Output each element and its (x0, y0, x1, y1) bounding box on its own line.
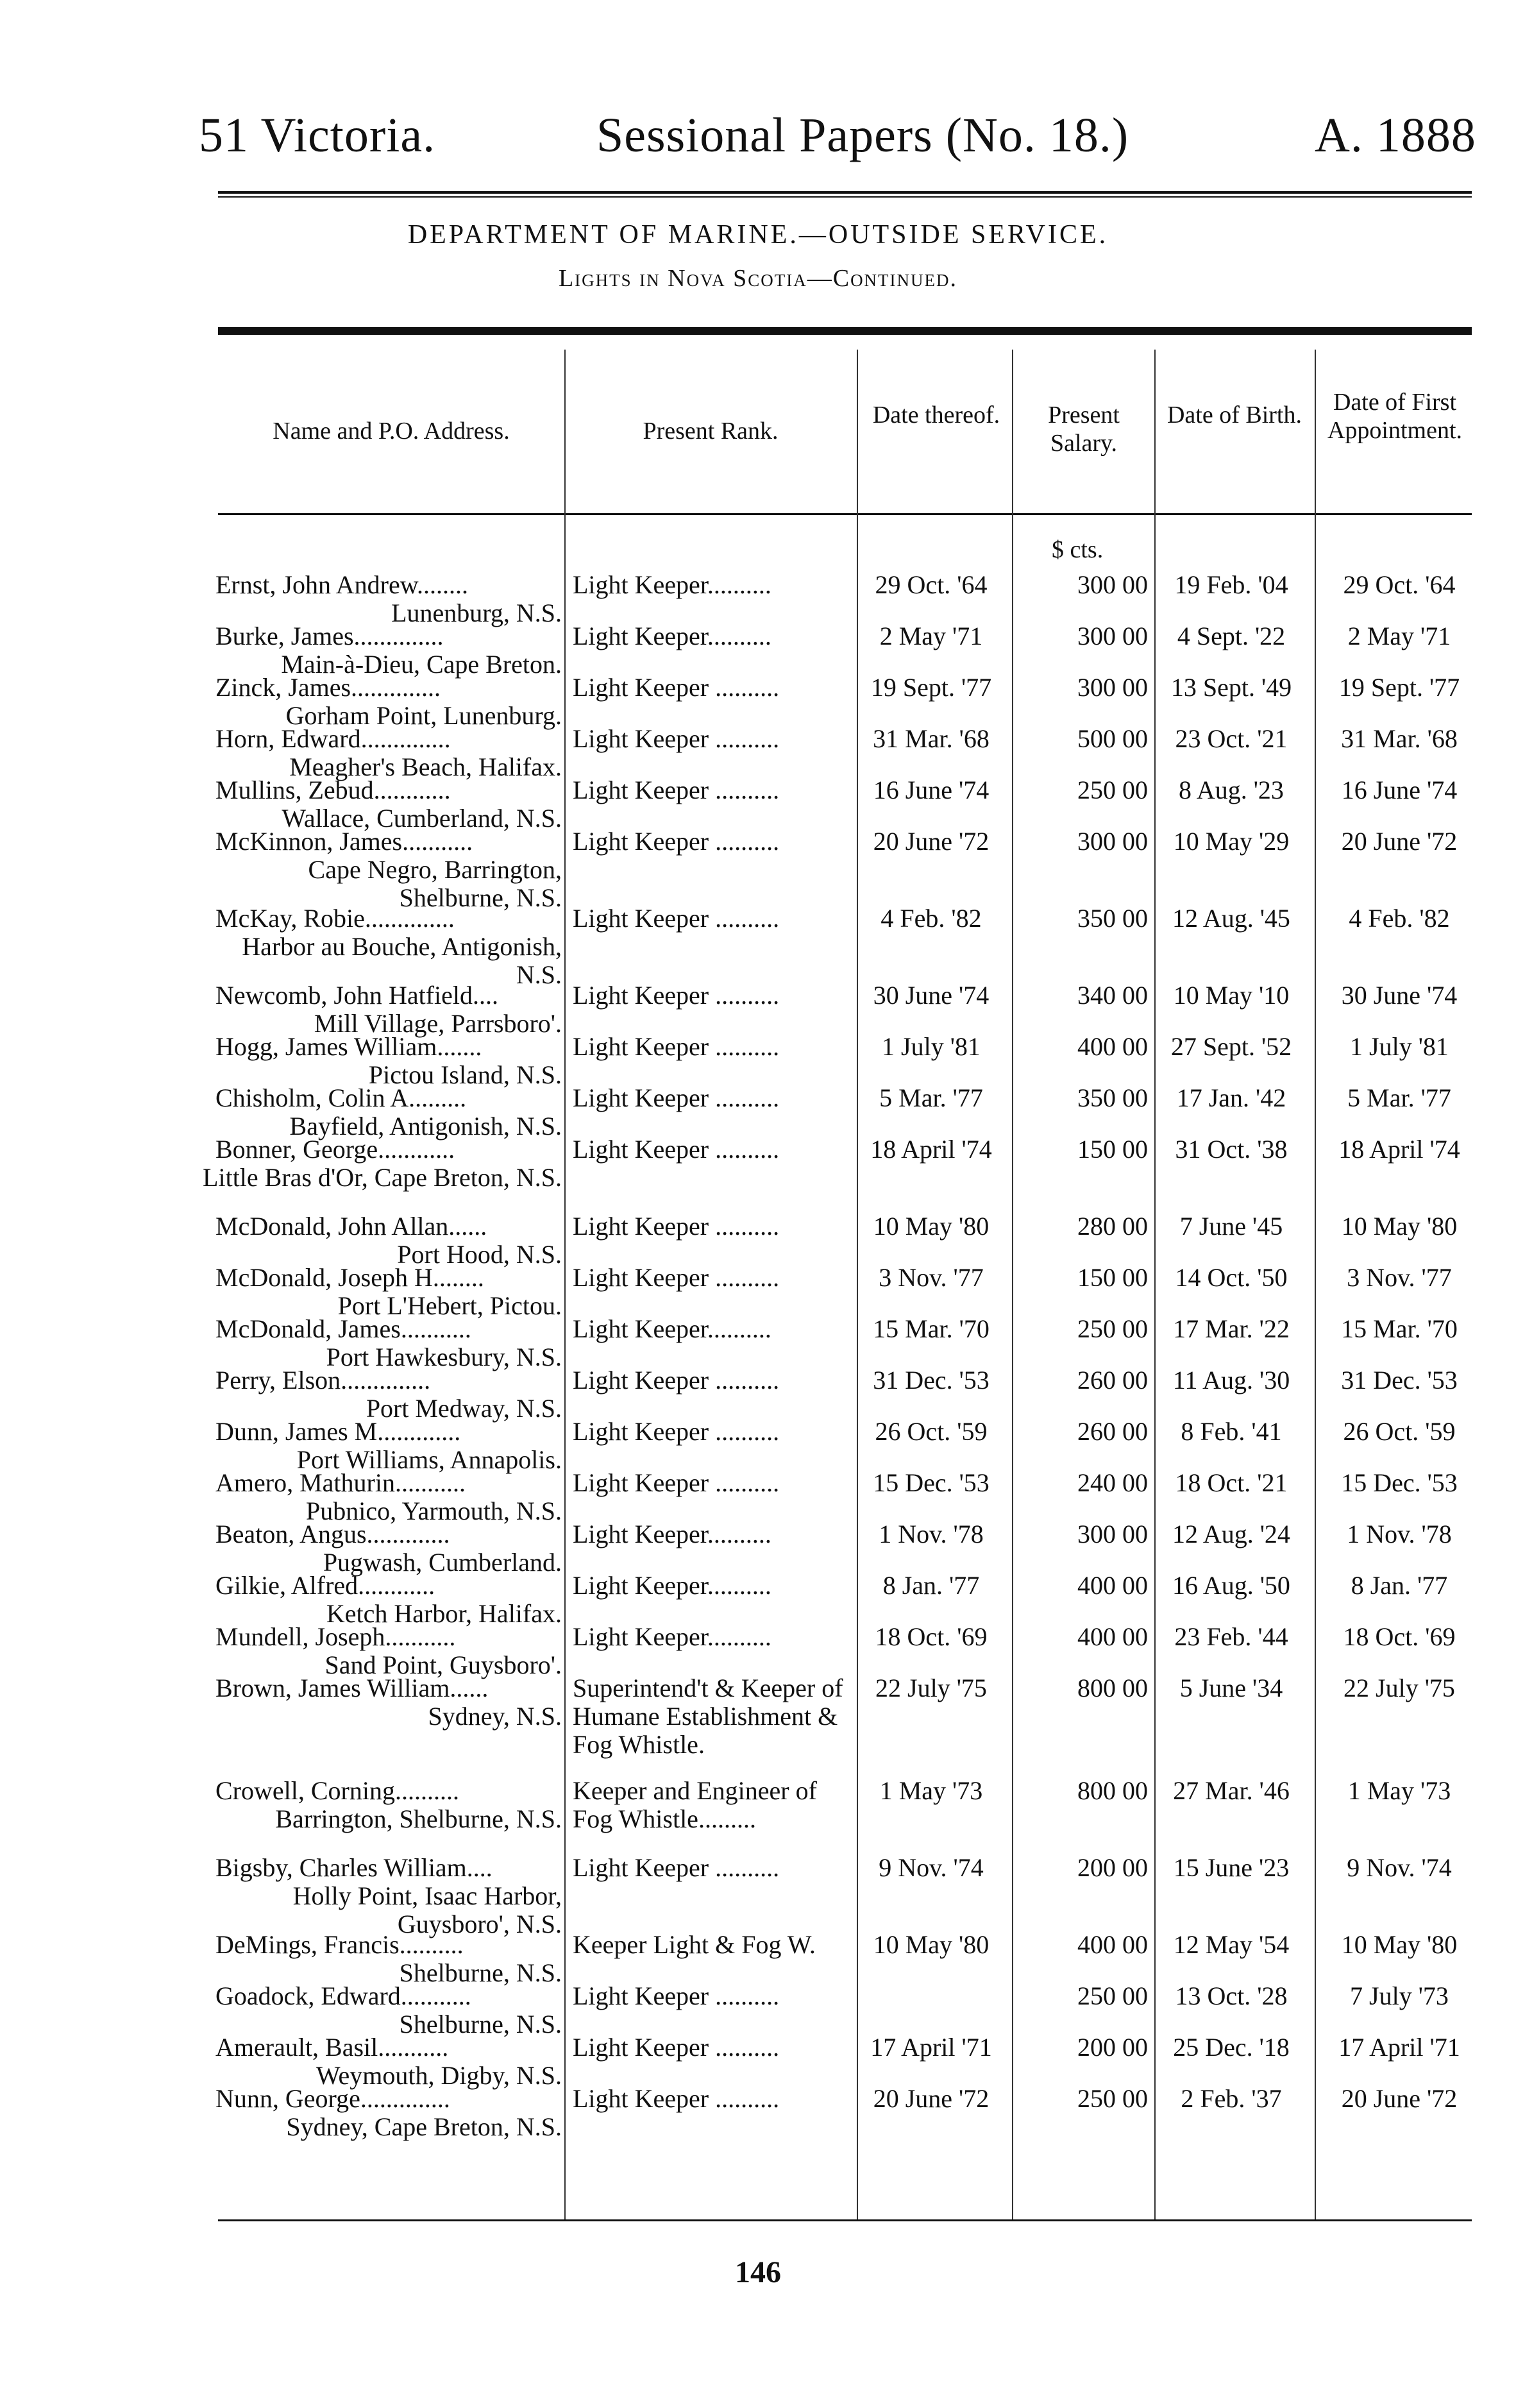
row-salary: 800 00 (1077, 1674, 1148, 1702)
row-appointment: 16 June '74 (1341, 776, 1458, 804)
page-number: 146 (735, 2255, 781, 2289)
row-address: Port Hood, N.S. (397, 1240, 562, 1269)
row-name: Amero, Mathurin........... (215, 1468, 466, 1497)
row-date: 30 June '74 (873, 981, 990, 1010)
row-address: Holly Point, Isaac Harbor, Guysboro', N.S. (292, 1881, 562, 1938)
row-address: Mill Village, Parrsboro'. (314, 1009, 562, 1038)
row-birth: 15 June '23 (1173, 1853, 1290, 1882)
row-rank: Light Keeper .......... (573, 2084, 780, 2113)
row-name: McDonald, John Allan...... (215, 1212, 487, 1241)
row-date: 22 July '75 (875, 1674, 987, 1702)
page-subtitle: Lights in Nova Scotia—Continued. (558, 265, 958, 292)
row-appointment: 18 Oct. '69 (1343, 1622, 1456, 1651)
row-salary: 340 00 (1077, 981, 1148, 1010)
row-appointment: 10 May '80 (1341, 1212, 1458, 1241)
col-header-appointment: Date of First Appointment. (1327, 389, 1463, 444)
row-appointment: 4 Feb. '82 (1349, 904, 1450, 933)
row-salary: 400 00 (1077, 1622, 1148, 1651)
row-birth: 23 Feb. '44 (1174, 1622, 1288, 1651)
row-rank: Light Keeper.......... (573, 1622, 771, 1651)
row-rank: Light Keeper .......... (573, 1417, 780, 1446)
row-date: 17 April '71 (870, 2033, 992, 2062)
row-rank: Light Keeper .......... (573, 1853, 780, 1882)
row-date: 15 Dec. '53 (873, 1468, 990, 1497)
row-rank: Light Keeper.......... (573, 1571, 771, 1600)
row-date: 10 May '80 (873, 1212, 990, 1241)
row-birth: 31 Oct. '38 (1175, 1135, 1288, 1164)
row-appointment: 8 Jan. '77 (1351, 1571, 1448, 1600)
row-birth: 13 Oct. '28 (1175, 1981, 1288, 2010)
row-name: Burke, James.............. (215, 622, 444, 650)
row-salary: 150 00 (1077, 1135, 1148, 1164)
row-appointment: 31 Dec. '53 (1341, 1366, 1458, 1395)
row-rank: Light Keeper .......... (573, 2033, 780, 2062)
row-birth: 23 Oct. '21 (1175, 724, 1288, 753)
row-date: 4 Feb. '82 (880, 904, 982, 933)
row-name: Mundell, Joseph........... (215, 1622, 456, 1651)
row-rank: Light Keeper .......... (573, 1135, 780, 1164)
row-birth: 17 Mar. '22 (1173, 1314, 1290, 1343)
row-salary: 200 00 (1077, 1853, 1148, 1882)
row-appointment: 5 Mar. '77 (1347, 1083, 1451, 1112)
row-rank: Light Keeper .......... (573, 1981, 780, 2010)
row-appointment: 7 July '73 (1350, 1981, 1449, 2010)
row-birth: 18 Oct. '21 (1175, 1468, 1288, 1497)
row-salary: 240 00 (1077, 1468, 1148, 1497)
header-rule-thin (218, 196, 1472, 198)
row-rank: Light Keeper .......... (573, 1366, 780, 1395)
row-birth: 13 Sept. '49 (1170, 673, 1292, 702)
row-address: Meagher's Beach, Halifax. (289, 752, 562, 781)
row-address: Pubnico, Yarmouth, N.S. (306, 1497, 562, 1525)
row-birth: 5 June '34 (1179, 1674, 1283, 1702)
row-address: Sand Point, Guysboro'. (324, 1650, 562, 1679)
row-address: Weymouth, Digby, N.S. (316, 2061, 562, 2090)
row-date: 1 Nov. '78 (879, 1520, 984, 1548)
row-name: Newcomb, John Hatfield.... (215, 981, 499, 1010)
row-name: Perry, Elson.............. (215, 1366, 431, 1395)
row-appointment: 1 May '73 (1347, 1776, 1451, 1805)
row-birth: 4 Sept. '22 (1177, 622, 1286, 650)
row-date: 10 May '80 (873, 1930, 990, 1959)
row-appointment: 17 April '71 (1338, 2033, 1460, 2062)
row-name: Bonner, George............ (215, 1135, 455, 1164)
row-address: Pictou Island, N.S. (368, 1060, 562, 1089)
row-date: 18 Oct. '69 (875, 1622, 988, 1651)
row-rank: Light Keeper .......... (573, 776, 780, 804)
row-name: Mullins, Zebud............ (215, 776, 451, 804)
row-rank: Light Keeper.......... (573, 570, 771, 599)
row-date: 18 April '74 (870, 1135, 992, 1164)
row-appointment: 1 Nov. '78 (1347, 1520, 1452, 1548)
row-appointment: 15 Mar. '70 (1341, 1314, 1458, 1343)
row-appointment: 30 June '74 (1341, 981, 1458, 1010)
row-address: Shelburne, N.S. (399, 2010, 562, 2039)
row-birth: 14 Oct. '50 (1175, 1263, 1288, 1292)
col-header-name: Name and P.O. Address. (273, 418, 510, 445)
row-salary: 200 00 (1077, 2033, 1148, 2062)
row-birth: 11 Aug. '30 (1172, 1366, 1290, 1395)
row-date: 26 Oct. '59 (875, 1417, 988, 1446)
row-date: 16 June '74 (873, 776, 990, 804)
header-left: 51 Victoria. (199, 108, 436, 162)
row-name: Chisholm, Colin A......... (215, 1083, 467, 1112)
row-name: McDonald, Joseph H........ (215, 1263, 484, 1292)
row-date: 8 Jan. '77 (882, 1571, 980, 1600)
row-birth: 25 Dec. '18 (1173, 2033, 1290, 2062)
row-salary: 300 00 (1077, 1520, 1148, 1548)
row-rank: Light Keeper .......... (573, 1468, 780, 1497)
row-appointment: 20 June '72 (1341, 827, 1458, 856)
row-address: Barrington, Shelburne, N.S. (275, 1804, 562, 1833)
row-name: Zinck, James.............. (215, 673, 441, 702)
col-header-date: Date thereof. (872, 402, 1000, 428)
row-appointment: 10 May '80 (1341, 1930, 1458, 1959)
header-rule (218, 191, 1472, 194)
row-address: Shelburne, N.S. (399, 1958, 562, 1987)
row-address: Bayfield, Antigonish, N.S. (289, 1112, 562, 1140)
table-top-rule (218, 327, 1472, 335)
row-salary: 350 00 (1077, 904, 1148, 933)
row-date: 1 May '73 (879, 1776, 983, 1805)
col-header-birth: Date of Birth. (1166, 402, 1302, 428)
row-address: Cape Negro, Barrington, Shelburne, N.S. (308, 855, 562, 912)
row-name: McKinnon, James........... (215, 827, 473, 856)
row-birth: 8 Feb. '41 (1181, 1417, 1282, 1446)
row-birth: 12 May '54 (1173, 1930, 1290, 1959)
row-date: 20 June '72 (873, 2084, 990, 2113)
row-address: Pugwash, Cumberland. (323, 1548, 562, 1577)
row-salary: 250 00 (1077, 1981, 1148, 2010)
row-rank: Light Keeper .......... (573, 724, 780, 753)
row-date: 3 Nov. '77 (879, 1263, 984, 1292)
row-appointment: 29 Oct. '64 (1343, 570, 1456, 599)
row-address: Little Bras d'Or, Cape Breton, N.S. (203, 1163, 562, 1192)
row-name: Goadock, Edward........... (215, 1981, 471, 2010)
row-date: 1 July '81 (882, 1032, 981, 1061)
row-rank: Light Keeper.......... (573, 622, 771, 650)
row-rank: Keeper and Engineer of Fog Whistle......... (573, 1776, 817, 1833)
row-salary: 350 00 (1077, 1083, 1148, 1112)
row-appointment: 20 June '72 (1341, 2084, 1458, 2113)
column-divider (1315, 350, 1316, 2219)
row-date: 31 Mar. '68 (873, 724, 990, 753)
table-header-rule (218, 513, 1472, 515)
row-name: Hogg, James William....... (215, 1032, 482, 1061)
row-date: 2 May '71 (879, 622, 983, 650)
row-salary: 300 00 (1077, 570, 1148, 599)
row-rank: Light Keeper.......... (573, 1314, 771, 1343)
row-birth: 27 Mar. '46 (1173, 1776, 1290, 1805)
row-appointment: 26 Oct. '59 (1343, 1417, 1456, 1446)
row-salary: 300 00 (1077, 622, 1148, 650)
row-appointment: 18 April '74 (1338, 1135, 1460, 1164)
row-date: 31 Dec. '53 (873, 1366, 990, 1395)
column-divider (1012, 350, 1013, 2219)
row-salary: 250 00 (1077, 776, 1148, 804)
row-salary: 250 00 (1077, 2084, 1148, 2113)
row-name: Brown, James William...... (215, 1674, 489, 1702)
header-center: Sessional Papers (No. 18.) (596, 108, 1129, 162)
row-address: Gorham Point, Lunenburg. (285, 701, 562, 730)
row-appointment: 2 May '71 (1347, 622, 1451, 650)
row-rank: Light Keeper .......... (573, 981, 780, 1010)
row-salary: 500 00 (1077, 724, 1148, 753)
row-address: Harbor au Bouche, Antigonish, N.S. (242, 932, 562, 989)
row-date: 20 June '72 (873, 827, 990, 856)
row-name: Ernst, John Andrew........ (215, 570, 469, 599)
row-appointment: 31 Mar. '68 (1341, 724, 1458, 753)
row-salary: 400 00 (1077, 1032, 1148, 1061)
row-address: Port Medway, N.S. (366, 1394, 562, 1423)
row-address: Lunenburg, N.S. (391, 598, 562, 627)
row-salary: 300 00 (1077, 827, 1148, 856)
row-appointment: 22 July '75 (1343, 1674, 1455, 1702)
row-name: Amerault, Basil........... (215, 2033, 449, 2062)
row-name: Horn, Edward.............. (215, 724, 451, 753)
row-birth: 19 Feb. '04 (1174, 570, 1288, 599)
row-birth: 16 Aug. '50 (1172, 1571, 1290, 1600)
row-salary: 400 00 (1077, 1571, 1148, 1600)
row-name: DeMings, Francis.......... (215, 1930, 464, 1959)
row-address: Port Hawkesbury, N.S. (326, 1343, 562, 1371)
row-rank: Light Keeper .......... (573, 1032, 780, 1061)
row-address: Sydney, Cape Breton, N.S. (286, 2112, 562, 2141)
row-rank: Superintend't & Keeper of Humane Establishment & Fog Whistle. (573, 1674, 843, 1759)
row-address: Port L'Hebert, Pictou. (337, 1291, 562, 1320)
row-appointment: 1 July '81 (1350, 1032, 1449, 1061)
row-date: 15 Mar. '70 (873, 1314, 990, 1343)
row-appointment: 19 Sept. '77 (1338, 673, 1460, 702)
page-title: DEPARTMENT OF MARINE.—OUTSIDE SERVICE. (407, 220, 1109, 250)
row-name: Crowell, Corning.......... (215, 1776, 459, 1805)
row-name: Bigsby, Charles William.... (215, 1853, 493, 1882)
row-appointment: 3 Nov. '77 (1347, 1263, 1452, 1292)
row-rank: Light Keeper .......... (573, 1212, 780, 1241)
row-name: Gilkie, Alfred............ (215, 1571, 435, 1600)
col-header-rank: Present Rank. (643, 418, 779, 445)
row-birth: 2 Feb. '37 (1181, 2084, 1282, 2113)
row-salary: 280 00 (1077, 1212, 1148, 1241)
row-rank: Light Keeper .......... (573, 1083, 780, 1112)
header-right: A. 1888 (1315, 108, 1476, 162)
row-date: 19 Sept. '77 (870, 673, 992, 702)
row-birth: 7 June '45 (1179, 1212, 1283, 1241)
row-appointment: 15 Dec. '53 (1341, 1468, 1458, 1497)
row-name: Beaton, Angus............. (215, 1520, 450, 1548)
row-address: Sydney, N.S. (428, 1702, 562, 1731)
row-address: Main-à-Dieu, Cape Breton. (281, 650, 562, 679)
row-salary: 150 00 (1077, 1263, 1148, 1292)
row-name: Dunn, James M............. (215, 1417, 461, 1446)
row-salary: 260 00 (1077, 1366, 1148, 1395)
row-rank: Light Keeper .......... (573, 827, 780, 856)
row-name: McDonald, James........... (215, 1314, 471, 1343)
row-rank: Light Keeper .......... (573, 1263, 780, 1292)
row-salary: 300 00 (1077, 673, 1148, 702)
row-address: Port Williams, Annapolis. (296, 1445, 562, 1474)
row-birth: 12 Aug. '45 (1172, 904, 1290, 933)
row-birth: 10 May '10 (1173, 981, 1290, 1010)
row-birth: 10 May '29 (1173, 827, 1290, 856)
row-appointment: 9 Nov. '74 (1347, 1853, 1452, 1882)
row-rank: Light Keeper.......... (573, 1520, 771, 1548)
row-birth: 8 Aug. '23 (1179, 776, 1284, 804)
row-name: McKay, Robie.............. (215, 904, 455, 933)
row-rank: Keeper Light & Fog W. (573, 1930, 816, 1959)
row-birth: 17 Jan. '42 (1176, 1083, 1286, 1112)
col-header-salary: Present Salary. (1048, 402, 1120, 457)
row-salary: 250 00 (1077, 1314, 1148, 1343)
row-birth: 27 Sept. '52 (1170, 1032, 1292, 1061)
row-address: Ketch Harbor, Halifax. (326, 1599, 562, 1628)
row-salary: 800 00 (1077, 1776, 1148, 1805)
table-bottom-rule (218, 2219, 1472, 2221)
row-address: Wallace, Cumberland, N.S. (282, 804, 562, 833)
row-rank: Light Keeper .......... (573, 673, 780, 702)
row-birth: 12 Aug. '24 (1172, 1520, 1290, 1548)
row-salary: 400 00 (1077, 1930, 1148, 1959)
row-rank: Light Keeper .......... (573, 904, 780, 933)
row-date: 9 Nov. '74 (879, 1853, 984, 1882)
row-date: 29 Oct. '64 (875, 570, 988, 599)
row-date: 5 Mar. '77 (879, 1083, 983, 1112)
row-salary: 260 00 (1077, 1417, 1148, 1446)
column-divider (564, 350, 566, 2219)
row-name: Nunn, George.............. (215, 2084, 450, 2113)
salary-units: $ cts. (1052, 536, 1104, 563)
